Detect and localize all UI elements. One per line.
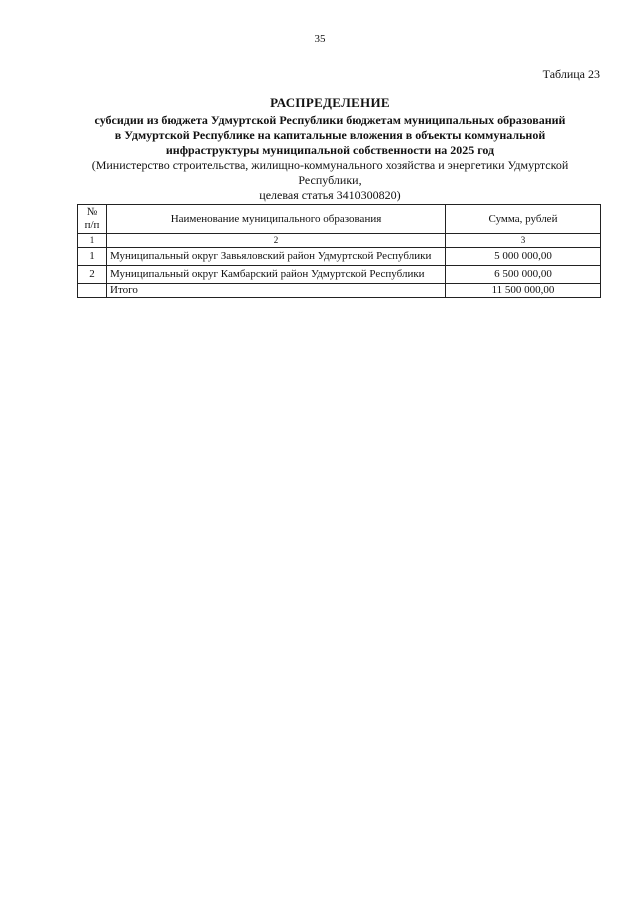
row-num: 2	[78, 266, 107, 284]
column-index: 1	[78, 234, 107, 248]
total-label: Итого	[107, 284, 446, 298]
total-sum: 11 500 000,00	[446, 284, 601, 298]
column-index: 3	[446, 234, 601, 248]
table-header-row	[78, 205, 601, 234]
heading-line-5: целевая статья 3410300820)	[259, 188, 401, 202]
row-sum: 6 500 000,00	[446, 266, 601, 284]
heading-line-4: (Министерство строительства, жилищно-коммунального хозяйства и энергетики Удмуртской Республики,	[91, 158, 569, 187]
heading-title: РАСПРЕДЕЛЕНИЕ	[270, 95, 390, 110]
header-num: № п/п	[78, 205, 107, 234]
column-index: 2	[107, 234, 446, 248]
heading-line-1: субсидии из бюджета Удмуртской Республики бюджетам муниципальных образований	[94, 113, 566, 127]
page-number: 35	[314, 33, 326, 45]
table-row	[78, 266, 601, 284]
row-sum: 5 000 000,00	[446, 248, 601, 266]
table-row	[78, 248, 601, 266]
distribution-table	[77, 204, 601, 298]
heading-line-2: в Удмуртской Республике на капитальные вложения в объекты коммунальной	[114, 128, 546, 142]
row-name: Муниципальный округ Камбарский район Удмуртской Республики	[107, 266, 446, 284]
column-index-row	[78, 234, 601, 248]
heading-line-3: инфраструктуры муниципальной собственности на 2025 год	[165, 143, 495, 157]
total-num-empty	[78, 284, 107, 298]
header-sum: Сумма, рублей	[446, 205, 601, 234]
table-label: Таблица 23	[542, 67, 600, 81]
total-row	[78, 284, 601, 298]
header-name: Наименование муниципального образования	[107, 205, 446, 234]
document-heading	[60, 95, 600, 203]
row-num: 1	[78, 248, 107, 266]
row-name: Муниципальный округ Завьяловский район Удмуртской Республики	[107, 248, 446, 266]
